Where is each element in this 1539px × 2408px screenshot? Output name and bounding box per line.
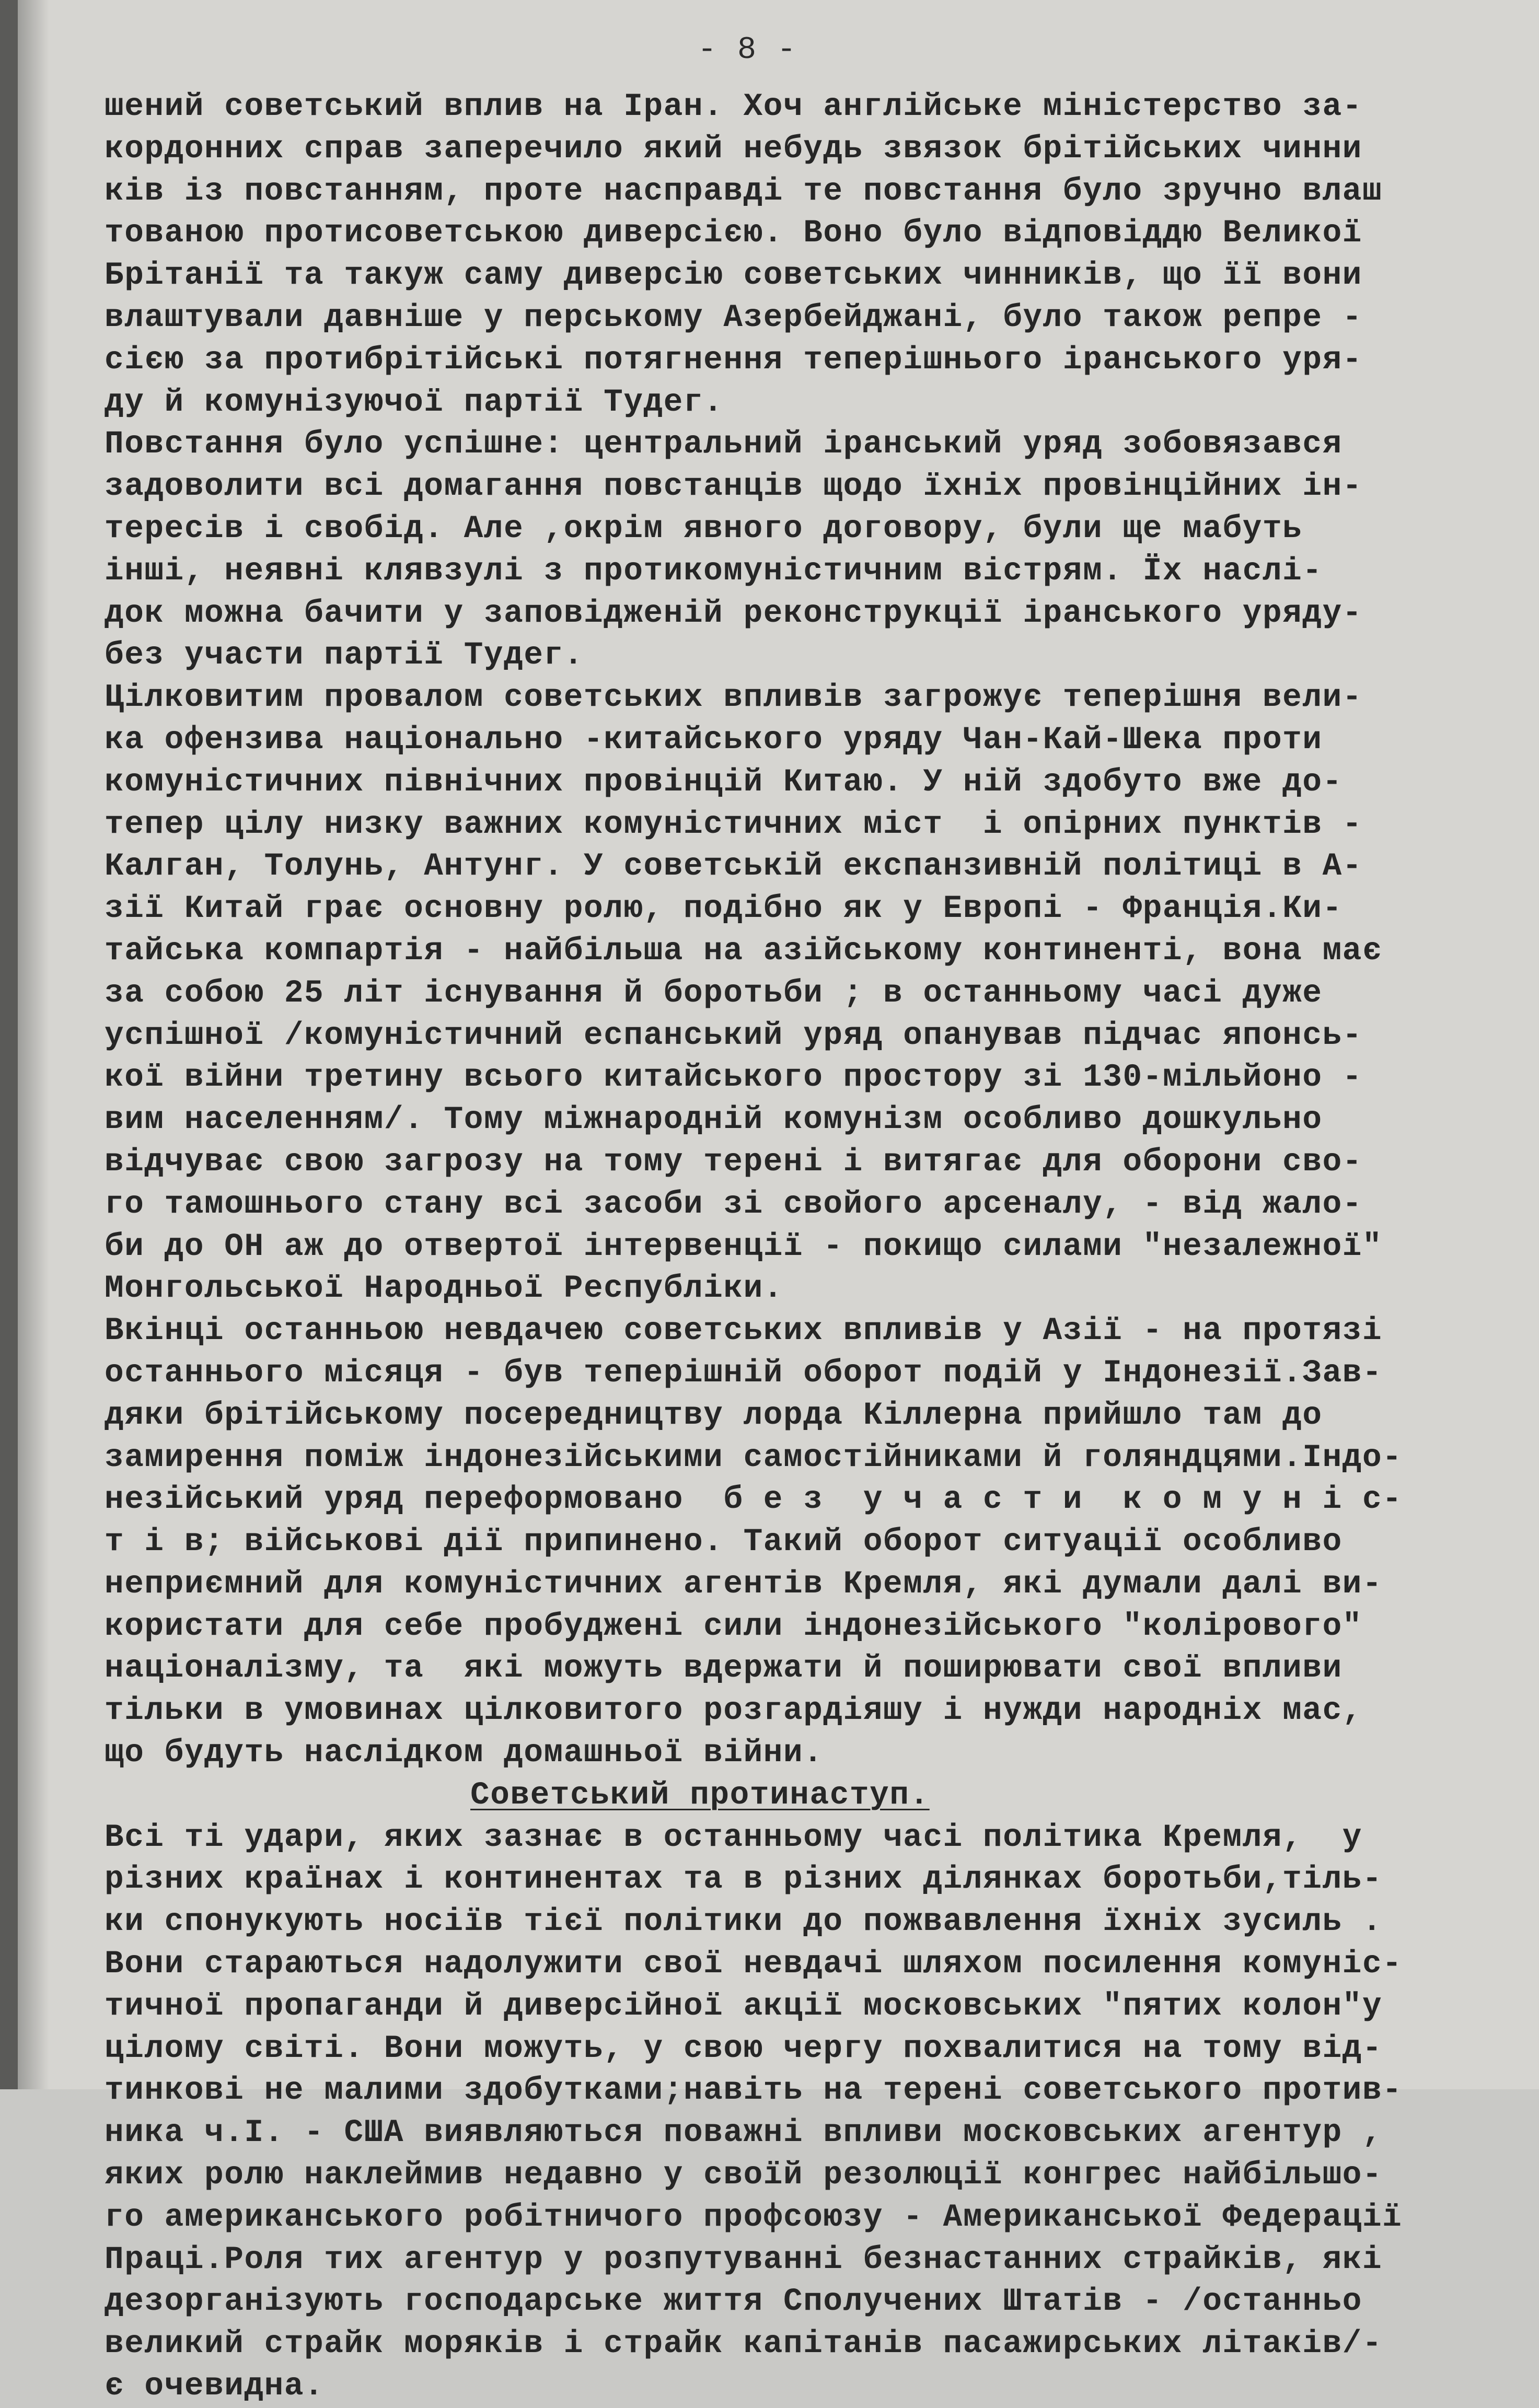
text-line: великий страйк моряків і страйк капітанів пасажирських літаків/- (105, 2326, 1383, 2363)
scan-left-edge (0, 0, 18, 2089)
text-line: незійський уряд переформовано б е з у ч а с т и к о м у н і с- (105, 1482, 1403, 1518)
text-line: Вони стараються надолужити свої невдачі шляхом посилення комуніс- (105, 1946, 1403, 1983)
section-heading (105, 1775, 1442, 1817)
text-line: Цілковитим провалом советських впливів загрожує теперішня вели- (105, 680, 1362, 716)
text-line: неприємний для комуністичних агентів Кремля, які думали далі ви- (105, 1566, 1383, 1602)
text-block-part2 (105, 1817, 1442, 2408)
scan-edge-shadow (18, 0, 49, 2089)
text-line: різних країнах і континентах та в різних ділянках боротьби,тіль- (105, 1862, 1383, 1898)
text-line: Монгольської Народньої Республіки. (105, 1271, 784, 1307)
text-line: задоволити всі домагання повстанців щодо їхніх провінційних ін- (105, 469, 1362, 505)
text-line: тересів і свобід. Але ,окрім явного договору, були ще мабуть (105, 510, 1303, 547)
text-line: тичної пропаганди й диверсійної акції московських "пятих колон"у (105, 1988, 1383, 2025)
text-line: комуністичних північних провінцій Китаю. У ній здобуто вже до- (105, 764, 1343, 800)
text-line: Повстання було успішне: центральний іранський уряд зобовязався (105, 426, 1343, 463)
text-line: дяки брітійському посередництву лорда Кіллерна прийшло там до (105, 1397, 1323, 1434)
text-line: успішної /комуністичний еспанський уряд опанував підчас японсь- (105, 1017, 1362, 1054)
text-line: Праці.Роля тих агентур у розпутуванні безнастанних страйків, які (105, 2241, 1383, 2278)
text-line: замирення поміж індонезійськими самостійниками й голяндцями.Індо- (105, 1439, 1403, 1476)
text-line: шений советський вплив на Іран. Хоч англійське міністерство за- (105, 89, 1362, 125)
body-text (105, 86, 1442, 2408)
text-line: тинкові не малими здобутками;навіть на терені советського против- (105, 2073, 1403, 2109)
text-line: що будуть наслідком домашньої війни. (105, 1735, 824, 1772)
text-line: дезорганізують господарське життя Сполучених Штатів - /останньо (105, 2284, 1362, 2320)
text-line: Калган, Толунь, Антунг. У советській експанзивній політиці в А- (105, 848, 1362, 885)
text-line: кордонних справ заперечило який небудь звязок брітійських чинни (105, 131, 1362, 167)
text-line: тованою протисоветською диверсією. Воно було відповіддю Великої (105, 215, 1362, 252)
text-line: док можна бачити у заповідженій реконструкції іранського уряду- (105, 595, 1362, 632)
text-line: вим населенням/. Тому міжнародній комунізм особливо дошкульно (105, 1102, 1323, 1138)
text-line: користати для себе пробуджені сили індонезійського "колірового" (105, 1608, 1362, 1645)
text-line: тепер цілу низку важних комуністичних міст і опірних пунктів - (105, 806, 1362, 843)
text-line: сією за протибрітійські потягнення теперішнього іранського уря- (105, 342, 1362, 378)
page-number: - 8 - (697, 32, 797, 68)
text-line: за собою 25 літ існування й боротьби ; в останньому часі дуже (105, 975, 1323, 1011)
text-line: ків із повстанням, проте насправді те повстання було зручно влаш (105, 173, 1383, 210)
text-line: тайська компартія - найбільша на азійському континенті, вона має (105, 933, 1383, 969)
section-heading-text: Советський протинаступ. (470, 1777, 930, 1813)
text-line: Брітанії та такуж саму диверсію советських чинників, що її вони (105, 258, 1362, 294)
text-block-part1 (105, 86, 1442, 1775)
text-line: кої війни третину всього китайського простору зі 130-мільйоно - (105, 1060, 1362, 1096)
text-line: ника ч.І. - США виявляються поважні впливи московських агентур , (105, 2115, 1383, 2151)
text-line: влаштували давніше у перському Азербейджані, було також репре - (105, 299, 1362, 336)
text-line: є очевидна. (105, 2368, 325, 2405)
text-line: ки спонукують носіїв тієї політики до пожвавлення їхніх зусиль . (105, 1904, 1383, 1940)
text-line: відчуває свою загрозу на тому терені і витягає для оборони сво- (105, 1144, 1362, 1180)
text-line: зії Китай грає основну ролю, подібно як у Европі - Франція.Ки- (105, 891, 1343, 927)
text-line: т і в; військові дії припинено. Такий оборот ситуації особливо (105, 1524, 1343, 1561)
text-line: яких ролю наклеймив недавно у своїй резолюції конгрес найбільшо- (105, 2157, 1383, 2194)
text-line: останнього місяця - був теперішній оборот подій у Індонезії.Зав- (105, 1355, 1383, 1391)
text-line: Всі ті удари, яких зазнає в останньому часі політика Кремля, у (105, 1819, 1362, 1856)
text-line: ка офензива національно -китайського уряду Чан-Кай-Шека проти (105, 722, 1323, 758)
text-line: тільки в умовинах цілковитого розгардіяшу і нужди народніх мас, (105, 1693, 1362, 1729)
text-line: цілому світі. Вони можуть, у свою чергу похвалитися на тому від- (105, 2030, 1383, 2067)
text-line: націоналізму, та які можуть вдержати й поширювати свої впливи (105, 1650, 1343, 1687)
text-line: Вкінці останньою невдачею советських впливів у Азії - на протязі (105, 1313, 1383, 1350)
text-line: інші, неявні клявзулі з протикомуністичним вістрям. Їх наслі- (105, 553, 1323, 589)
text-line: би до ОН аж до отвертої інтервенції - покищо силами "незалежної" (105, 1228, 1383, 1265)
text-line: го тамошнього стану всі засоби зі свойого арсеналу, - від жало- (105, 1186, 1362, 1223)
text-line: без участи партії Тудег. (105, 637, 584, 674)
text-line: го американського робітничого профсоюзу - Американської Федерації (105, 2199, 1403, 2236)
text-line: ду й комунізуючої партії Тудег. (105, 384, 724, 421)
